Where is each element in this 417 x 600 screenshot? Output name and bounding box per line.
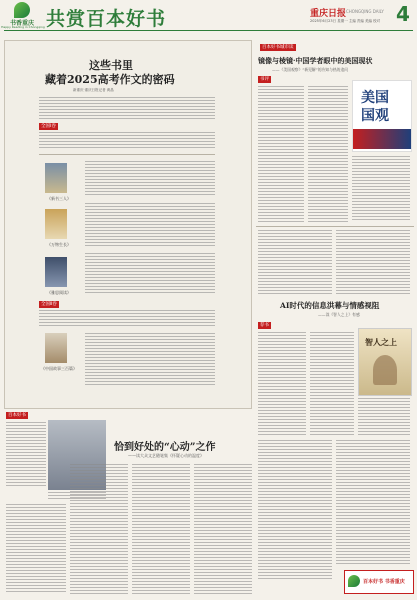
feature-title-2: 藏着2025高考作文的密码 [45,73,175,86]
article-col-1 [6,504,66,594]
feature-box [4,40,252,409]
tag-q2: 全国Ⅱ卷 [41,302,57,307]
byline: 新重庆·重庆日报记者 黄晶 [73,88,114,92]
book-cover-1 [45,163,67,193]
tag-review: 书评 [260,77,269,82]
book-cover-homo [358,328,412,396]
tag-right-top: 百本好书城市读 [262,45,294,50]
mid-title: AI时代的信息洪幕与情感视阻 [280,301,380,310]
right-title: 镜像与棱镜·中国学者眼中的美国现状 [258,56,373,65]
footer-label: 百本好书 书香重庆 [363,579,405,585]
book-cover-2 [45,209,67,239]
cover-title-2: 国观 [361,108,389,124]
footer-logo-icon [348,575,360,587]
footer-badge [344,570,414,594]
book-title-1: 《新书三人》 [47,196,71,201]
mid-subtitle: ——读《智人之上》有感 [318,312,360,317]
essay-col-3 [358,398,410,436]
brand-name-en: Happy Reading in Chongqing [1,25,45,29]
review-col-2 [308,86,348,222]
book-title-3: 《雅思阅读》 [47,290,71,295]
brand-logo [1,2,45,30]
lead-text [39,97,215,119]
page-title: 共赏百本好书 [46,8,167,30]
article-subtitle: ——读大众文艺随笔集《怀疑心动的温度》 [128,453,204,458]
dateline: 2025年6月23日 星期一 主编 责编 美编 校对 [310,19,381,23]
cover-title-1: 美国 [361,90,389,106]
q1-analysis-2 [85,203,215,247]
book-cover-3 [45,257,67,287]
article-title: 恰到好处的“心动”之作 [114,442,216,453]
review-col-1 [258,86,304,222]
review-lower-2 [336,230,410,296]
masthead [0,0,417,40]
divider [256,226,414,227]
leaf-icon [14,2,30,18]
essay-col-5 [336,440,410,564]
cover-stripe [353,129,411,149]
review-col-3 [352,156,410,222]
essay-col-2 [310,332,354,436]
essay-col-1 [258,332,306,436]
cover2-art [373,355,397,385]
article-col-3 [132,464,190,594]
book-cover-4 [45,333,67,363]
cover2-title: 智人之上 [365,337,397,347]
page-number: 4 [396,2,410,26]
article-col-2 [70,464,128,594]
q2-analysis [85,333,215,385]
newspaper-name: 重庆日报 [310,9,347,19]
q1-analysis-1 [85,161,215,197]
q1-prompt [39,132,215,150]
tag-intro: 百本好书 [8,413,26,418]
right-subtitle: ——《美国观察》“新见解”的冷知与热的追问 [272,67,349,72]
brand-name: 书香重庆 [9,20,34,27]
right-column [256,40,414,596]
review-lower-1 [258,230,332,296]
feature-title-1: 这些书里 [89,59,133,72]
header-rule [4,30,413,31]
essay-col-4 [258,440,332,580]
q2-prompt [39,310,215,326]
tag-q1: 全国Ⅰ卷 [41,124,56,129]
book-title-4: 《中国故事三百篇》 [41,366,77,371]
q1-analysis-3 [85,253,215,293]
intro-column [6,422,46,488]
book-title-2: 《万物生长》 [47,242,71,247]
newspaper-name-en: CHONGQING DAILY [346,9,384,14]
article-col-4 [194,464,252,594]
book-cover-america [352,80,412,152]
divider [39,154,215,155]
tag-essay: 荐书 [260,323,269,328]
